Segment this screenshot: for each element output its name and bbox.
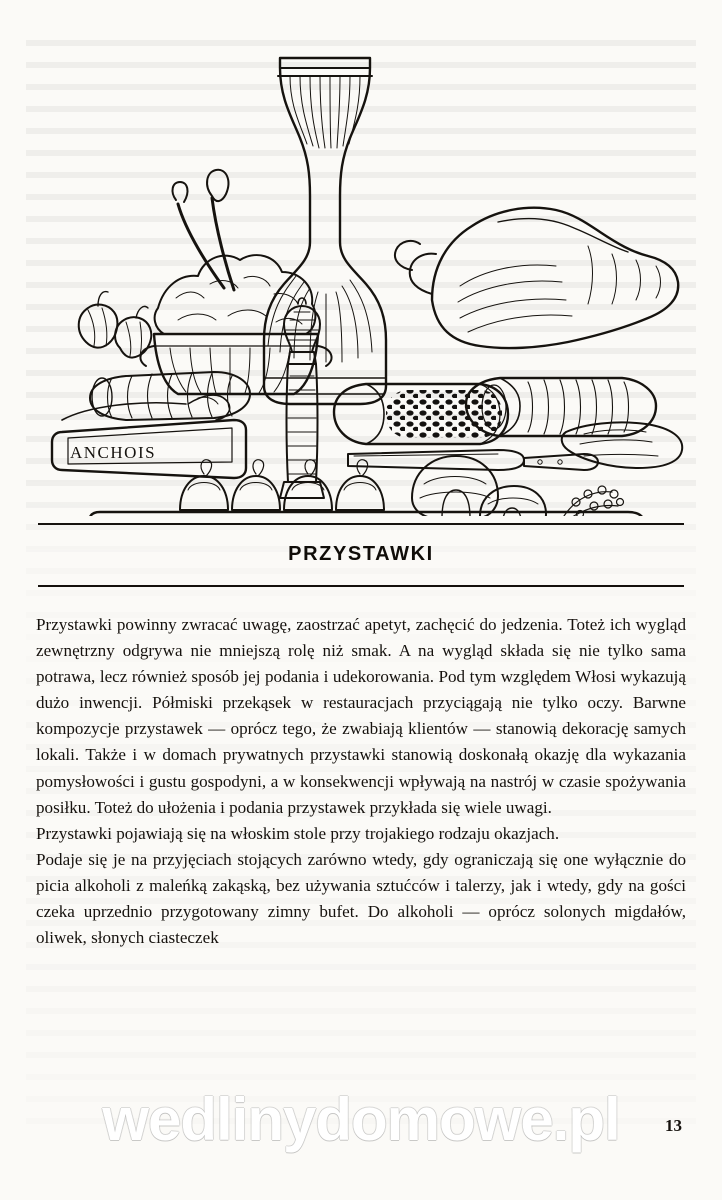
body-text <box>36 612 686 951</box>
carafe-icon <box>264 58 386 404</box>
ham-icon <box>395 208 678 348</box>
chapter-title: PRZYSTAWKI <box>288 543 434 565</box>
chapter-illustration <box>28 46 694 516</box>
salad-bowl-icon <box>140 170 331 394</box>
sausage-coil-icon <box>90 372 250 420</box>
appetizers-still-life-drawing <box>28 46 694 516</box>
salami-icon <box>334 384 508 444</box>
garlic-icon <box>79 292 152 358</box>
paragraph-2: Przystawki pojawiają się na włoskim stole przy trojakiego rodzaju okazjach. <box>36 823 560 843</box>
title-rule-bottom <box>38 585 684 587</box>
paragraph-3: Podaje się je na przyjęciach stojących zarówno wtedy, gdy ograniczają się one wyłącznie do picia alkoholi z maleńką zakąską, bez używania sztućców i talerzy, jak i wtedy, gdy na gości czeka uprzednio przygotowany zimny bufet. Do alkoholi — oprócz solonych migdałów, oliwek, słonych ciasteczek <box>36 849 686 948</box>
mushrooms-icon <box>412 456 546 516</box>
cucumber-icon <box>562 422 682 468</box>
pepper-mill-icon <box>280 298 324 498</box>
anchovy-tin-label: ANCHOIS <box>70 443 157 462</box>
stuffed-eggs-icon <box>180 460 384 510</box>
title-rule-top <box>38 523 684 525</box>
page-number: 13 <box>665 1116 682 1135</box>
site-watermark: wedlinydomowe.pl <box>102 1086 620 1153</box>
paragraph-1: Przystawki powinny zwracać uwagę, zaostrzać apetyt, zachęcić do jedzenia. Toteż ich wygląd zewnętrzny odgrywa nie mniejszą rolę niż smak. A na wygląd składa się nie tylko sama potrawa, lecz również sposób jej podania i udekorowania. Pod tym względem Włosi wykazują dużo inwencji. Półmiski przekąsek w restauracjach przyciągają nie tylko oczy. Barwne kompozycje przystawek — oprócz tego, że zwabiają klientów — stanowią dekorację samych lokali. Także i w domach prywatnych przystawki stanowią doskonałą okazję dla wykazania pomysłowości i gustu gospodyni, a w konsekwencji wpływają na nastrój w czasie spożywania posiłku. Toteż do ułożenia i podania przystawek przykłada się wiele uwagi. <box>36 615 686 817</box>
knife-icon <box>348 450 598 470</box>
serving-platter-icon <box>89 512 644 516</box>
